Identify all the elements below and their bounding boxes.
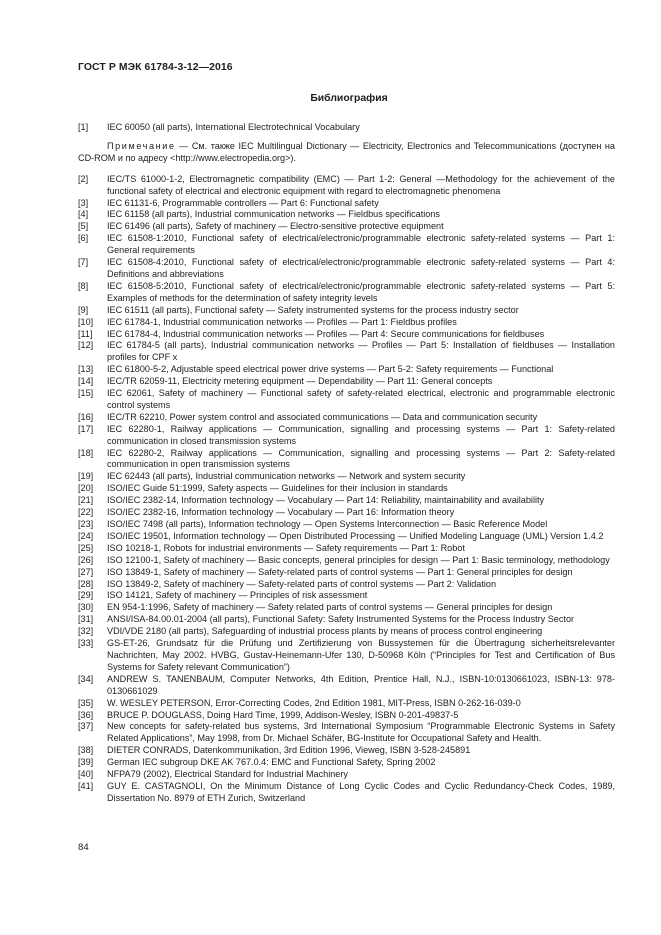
entry-text: IEC/TS 61000-1-2, Electromagnetic compatibility (EMC) — Part 1-2: General —Methodology for the achievement of the functional safety of electrical and electronic equipment with regard to electromagnetic phenomena	[107, 173, 615, 196]
entry-text: ISO 12100-1, Safety of machinery — Basic concepts, general principles for design — Part 1: Basic terminology, methodology	[107, 554, 610, 565]
entry-number: [34]	[78, 673, 94, 684]
bibliography-entry	[78, 626, 615, 638]
bibliography-entry	[78, 579, 615, 591]
entry-text: GS-ET-26, Grundsatz für die Prüfung und Zertifizierung von Bussystemen für die Übertragung sicherheitsrelevanter Nachrichten, May 2002. HVBG, Gustav-Heinemann-Ufer 130, D-50968 Köln (“Principles for Test and Certification of Bus Systems for Safety relevant Communication”)	[107, 638, 615, 672]
entry-number: [9]	[78, 304, 89, 315]
entry-number: [26]	[78, 554, 94, 565]
bibliography-entry	[78, 698, 615, 710]
entry-text: IEC 61784-4, Industrial communication networks — Profiles — Part 4: Secure communications for fieldbuses	[107, 328, 545, 339]
entry-text: ANSI/ISA-84.00.01-2004 (all parts), Functional Safety: Safety Instrumented Systems for the Process Industry Sector	[107, 614, 575, 625]
bibliography-entry	[78, 340, 615, 364]
bibliography-entry	[78, 412, 615, 424]
bibliography-entry	[78, 495, 615, 507]
entry-text: IEC 61508-5:2010, Functional safety of electrical/electronic/programmable electronic safety-related systems — Part 5: Examples of methods for the determination of safety integrity levels	[107, 280, 615, 303]
entry-text: IEC 62443 (all parts), Industrial communication networks — Network and system security	[107, 471, 466, 482]
entry-number: [27]	[78, 566, 94, 577]
entry-number: [20]	[78, 483, 94, 494]
bibliography-title: Библиография	[310, 93, 388, 104]
entry-text: IEC 61511 (all parts), Functional safety — Safety instrumented systems for the process industry sector	[107, 304, 519, 315]
bibliography-entry	[78, 507, 615, 519]
entry-number: [7]	[78, 257, 89, 268]
bibliography-entry	[78, 317, 615, 329]
bibliography-entry	[78, 769, 615, 781]
bibliography-entry	[78, 305, 615, 317]
bibliography-entry	[78, 781, 615, 805]
entry-number: [4]	[78, 209, 89, 220]
bibliography-entry	[78, 233, 615, 257]
bibliography-list	[78, 122, 615, 805]
entry-text: ISO/IEC 19501, Information technology — Open Distributed Processing — Unified Modeling Language (UML) Version 1.4.2	[107, 530, 604, 541]
entry-text: ISO 13849-2, Safety of machinery — Safety-related parts of control systems — Part 2: Validation	[107, 578, 497, 589]
entry-number: [8]	[78, 280, 89, 291]
entry-number: [37]	[78, 721, 94, 732]
entry-text: IEC 61800-5-2, Adjustable speed electrical power drive systems — Part 5-2: Safety requirements — Functional	[107, 364, 554, 375]
entry-text: IEC 61784-1, Industrial communication networks — Profiles — Part 1: Fieldbus profiles	[107, 316, 457, 327]
entry-number: [23]	[78, 519, 94, 529]
entries-rest	[78, 174, 615, 805]
entry-number: [24]	[78, 530, 94, 541]
entry-number: [28]	[78, 578, 94, 589]
entry-text: BRUCE P. DOUGLASS, Doing Hard Time, 1999, Addison-Wesley, ISBN 0-201-49837-5	[107, 709, 459, 720]
bibliography-entry	[78, 329, 615, 341]
entry-number: [14]	[78, 376, 94, 387]
entry-text: ISO 10218-1, Robots for industrial environments — Safety requirements — Part 1: Robot	[107, 542, 465, 553]
bibliography-entry	[78, 614, 615, 626]
bibliography-entry	[78, 543, 615, 555]
bibliography-entry	[78, 388, 615, 412]
bibliography-entry	[78, 721, 615, 745]
entry-number: [25]	[78, 542, 94, 553]
entry-text: IEC/TR 62210, Power system control and associated communications — Data and communication security	[107, 411, 538, 422]
entry-text: ISO/IEC 7498 (all parts), Information technology — Open Systems Interconnection — Basic Reference Model	[107, 519, 548, 529]
bibliography-entry	[78, 567, 615, 579]
entry-number: [29]	[78, 590, 94, 601]
bibliography-entry	[78, 590, 615, 602]
entry-number: [31]	[78, 614, 94, 625]
bibliography-entry	[78, 674, 615, 698]
page-number: 84	[78, 842, 89, 853]
entry-number: [3]	[78, 197, 89, 208]
bibliography-entry	[78, 281, 615, 305]
note-text: — См. также IEC Multilingual Dictionary — Electricity, Electronics and Telecommunications (доступен на CD-ROM и по адресу <http://www.electropedia.org>).	[78, 140, 615, 163]
entry-number: [41]	[78, 780, 94, 791]
bibliography-entry	[78, 471, 615, 483]
bibliography-entry	[78, 757, 615, 769]
entry-text: IEC 62061, Safety of machinery — Functional safety of safety-related electrical, electronic and programmable electronic control systems	[107, 388, 615, 410]
entry-number: [36]	[78, 709, 94, 720]
bibliography-entry	[78, 710, 615, 722]
entry-text: German IEC subgroup DKE AK 767.0.4: EMC and Functional Safety, Spring 2002	[107, 757, 436, 768]
bibliography-entry	[78, 376, 615, 388]
entry-text: New concepts for safety-related bus systems, 3rd International Symposium “Programmable Electronic Systems in Safety Related Applications”, May 1998, from Dr. Michael Schäfer, BG-Institute for Occupational Safety and Health.	[107, 721, 615, 744]
entry-number: [30]	[78, 602, 94, 613]
entry-text: IEC 61131-6, Programmable controllers — Part 6: Functional safety	[107, 197, 379, 208]
entry-number: [40]	[78, 769, 94, 780]
entry-text: IEC 61158 (all parts), Industrial communication networks — Fieldbus specifications	[107, 209, 440, 220]
entry-number: [12]	[78, 340, 94, 351]
bibliography-entry	[78, 424, 615, 448]
bibliography-entry	[78, 555, 615, 567]
bibliography-entry	[78, 519, 615, 531]
entry-text: IEC/TR 62059-11, Electricity metering equipment — Dependability — Part 11: General concepts	[107, 376, 493, 387]
entry-text: ISO 14121, Safety of machinery — Principles of risk assessment	[107, 590, 368, 601]
entry-number: [11]	[78, 328, 93, 339]
entry-number: [5]	[78, 221, 89, 232]
entry-number: [13]	[78, 364, 94, 375]
entry-number: [22]	[78, 507, 94, 518]
entry-number: [17]	[78, 423, 94, 434]
bibliography-entry	[78, 122, 615, 134]
entry-number: [16]	[78, 411, 94, 422]
bibliography-entry	[78, 221, 615, 233]
entry-number: [6]	[78, 233, 89, 244]
bibliography-entry	[78, 364, 615, 376]
entry-number: [33]	[78, 638, 94, 649]
entry-text: IEC 62280-2, Railway applications — Communication, signalling and processing systems — Part 2: Safety-related communication in open transmission systems	[107, 447, 615, 470]
bibliography-entry	[78, 602, 615, 614]
bibliography-entry	[78, 209, 615, 221]
bibliography-entry	[78, 531, 615, 543]
entry-number: [35]	[78, 697, 94, 708]
entry-number: [39]	[78, 757, 94, 768]
bibliography-entry	[78, 745, 615, 757]
entry-number: [2]	[78, 173, 89, 184]
entry-text: NFPA79 (2002), Electrical Standard for Industrial Machinery	[107, 769, 348, 780]
entry-text: ISO/IEC Guide 51:1999, Safety aspects — Guidelines for their inclusion in standards	[107, 483, 448, 494]
bibliography-entry	[78, 257, 615, 281]
bibliography-entry	[78, 638, 615, 674]
entry-number: [18]	[78, 447, 94, 458]
entry-text: IEC 62280-1, Railway applications — Communication, signalling and processing systems — Part 1: Safety-related communication in closed transmission systems	[107, 423, 615, 446]
bibliography-entry	[78, 174, 615, 198]
entry-text: W. WESLEY PETERSON, Error-Correcting Codes, 2nd Edition 1981, MIT-Press, ISBN 0-262-16-039-0	[107, 697, 521, 708]
entry-text: ANDREW S. TANENBAUM, Computer Networks, 4th Edition, Prentice Hall, N.J., ISBN-10:0130661023, ISBN-13: 978-0130661029	[107, 673, 615, 696]
entry-number: [10]	[78, 316, 94, 327]
entry-text: EN 954-1:1996, Safety of machinery — Safety related parts of control systems — General principles for design	[107, 602, 553, 613]
note-label: Примечание	[107, 140, 176, 151]
entry-number: [19]	[78, 471, 94, 482]
entry-text: GUY E. CASTAGNOLI, On the Minimum Distance of Long Cyclic Codes and Cyclic Redundancy-Check Codes, 1989, Dissertation No. 8979 of ETH Zurich, Switzerland	[107, 780, 615, 803]
entry-text: ISO/IEC 2382-16, Information technology — Vocabulary — Part 16: Information theory	[107, 507, 455, 518]
entry-text: ISO 13849-1, Safety of machinery — Safety-related parts of control systems — Part 1: General principles for design	[107, 566, 573, 577]
entry-text: VDI/VDE 2180 (all parts), Safeguarding of industrial process plants by means of process control engineering	[107, 626, 543, 637]
entry-number: [1]	[78, 122, 89, 132]
entry-text: IEC 61784-5 (all parts), Industrial communication networks — Profiles — Part 5: Installation of fieldbuses — Installation profiles for CPF x	[107, 340, 615, 363]
entry-number: [38]	[78, 745, 94, 756]
entry-text: IEC 61508-1:2010, Functional safety of electrical/electronic/programmable electronic safety-related systems — Part 1: General requirements	[107, 233, 615, 256]
entry-number: [15]	[78, 388, 94, 399]
entry-text: IEC 61508-4:2010, Functional safety of electrical/electronic/programmable electronic safety-related systems — Part 4: Definitions and abbreviations	[107, 257, 615, 279]
entry-text: DIETER CONRADS, Datenkommunikation, 3rd Edition 1996, Vieweg, ISBN 3-528-245891	[107, 745, 471, 756]
bibliography-entry	[78, 198, 615, 210]
bibliography-entry	[78, 483, 615, 495]
entry-text: IEC 61496 (all parts), Safety of machinery — Electro-sensitive protective equipment	[107, 221, 444, 232]
entry-text: ISO/IEC 2382-14, Information technology — Vocabulary — Part 14: Reliability, maintainability and availability	[107, 495, 545, 506]
bibliography-entry	[78, 448, 615, 472]
entry-number: [32]	[78, 626, 94, 637]
entry-text: IEC 60050 (all parts), International Electrotechnical Vocabulary	[107, 122, 360, 132]
note-paragraph	[78, 141, 615, 165]
standard-header: ГОСТ Р МЭК 61784-3-12—2016	[78, 62, 233, 73]
entry-number: [21]	[78, 495, 94, 506]
